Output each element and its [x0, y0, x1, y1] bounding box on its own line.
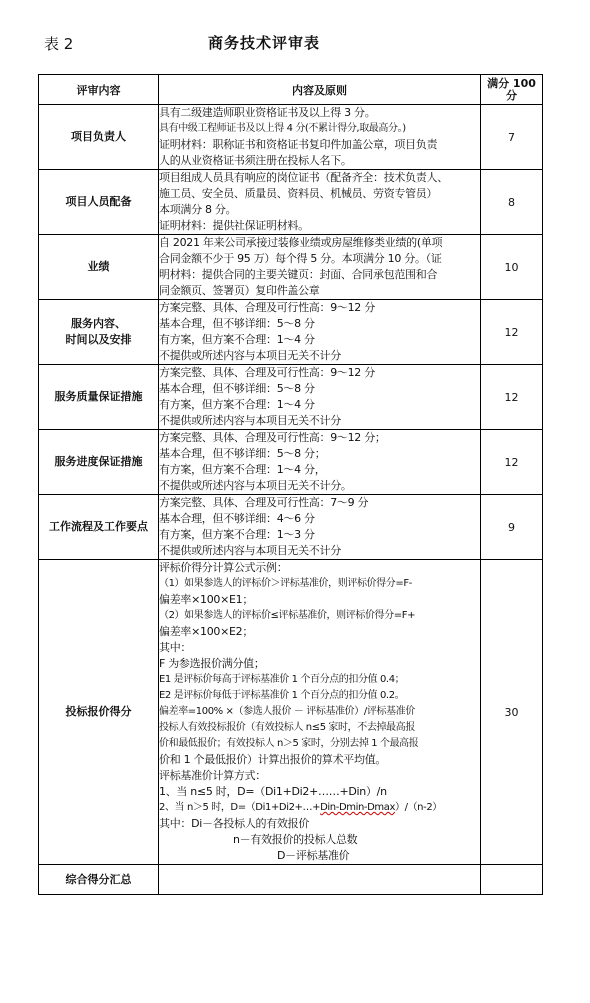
content-line: 自 2021 年来公司承接过装修业绩或房屋维修类业绩的(单项	[159, 236, 443, 249]
content-line: 基本合理，但不够详细：5～8 分；	[159, 447, 326, 460]
table-row-staffing	[39, 170, 543, 235]
header-points-line1: 满分 100	[487, 76, 536, 90]
formula-line	[159, 800, 480, 816]
category-cell: 项目负责人	[39, 105, 159, 170]
content-line: 价和最低报价；有效投标人 n＞5 家时，分别去掉 1 个最高报	[159, 738, 419, 749]
content-line: 施工员、安全员、质量员、资料员、机械员、劳资专管员）	[159, 187, 438, 200]
content-line: 不提供或所述内容与本项目无关不计分。	[159, 479, 352, 492]
content-line: E1 是评标价每高于评标基准价 1 个百分点的扣分值 0.4；	[159, 674, 405, 685]
points-cell: 7	[481, 105, 543, 170]
content-cell	[159, 560, 481, 865]
content-line: 证明材料：职称证书和资格证书复印件加盖公章，项目负责	[159, 138, 438, 151]
table-label: 表 2	[44, 35, 74, 53]
content-cell	[159, 495, 481, 560]
content-line: 评标价得分计算公式示例：	[159, 561, 288, 574]
content-cell	[159, 430, 481, 495]
content-cell	[159, 235, 481, 300]
content-line: 偏差率×100×E2；	[159, 625, 254, 638]
category-cell: 服务质量保证措施	[39, 365, 159, 430]
content-line: 人的从业资格证书须注册在投标人名下。	[159, 154, 352, 167]
points-cell: 9	[481, 495, 543, 560]
header-row	[39, 75, 543, 105]
content-line: 明材料：提供合同的主要关键页：封面、合同承包范围和合	[159, 268, 438, 281]
table-row-performance	[39, 235, 543, 300]
content-line: 其中：Di－各投标人的有效报价	[159, 817, 310, 830]
content-line: 不提供或所述内容与本项目无关不计分	[159, 414, 341, 427]
content-line: （2）如果参选人的评标价≤评标基准价，则评标价得分=F+	[159, 610, 416, 621]
points-cell: 8	[481, 170, 543, 235]
content-cell	[159, 365, 481, 430]
content-cell	[159, 105, 481, 170]
points-cell: 12	[481, 365, 543, 430]
content-line: 偏差率×100×E1；	[159, 593, 254, 606]
content-line: 有方案，但方案不合理：1～4 分，	[159, 463, 326, 476]
content-line: 方案完整、具体、合理及可行性高：9～12 分	[159, 366, 375, 379]
content-line: 具有二级建造师职业资格证书及以上得 3 分。	[159, 106, 376, 119]
points-cell	[481, 865, 543, 895]
points-cell: 12	[481, 430, 543, 495]
table-row-bid-price	[39, 560, 543, 865]
content-line: 基本合理，但不够详细：5～8 分	[159, 382, 315, 395]
header-details: 内容及原则	[159, 75, 481, 105]
content-cell	[159, 300, 481, 365]
points-cell: 12	[481, 300, 543, 365]
content-line: 价和 1 个最低报价）计算出报价的算术平均值。	[159, 753, 387, 766]
content-line: 不提供或所述内容与本项目无关不计分	[159, 349, 341, 362]
content-cell	[159, 170, 481, 235]
content-line: 其中：	[159, 641, 192, 654]
category-cell	[39, 300, 159, 365]
category-cell: 项目人员配备	[39, 170, 159, 235]
table-row-project-manager	[39, 105, 543, 170]
content-line: 不提供或所述内容与本项目无关不计分	[159, 544, 341, 557]
content-line: 基本合理，但不够详细：5～8 分	[159, 317, 315, 330]
category-cell: 业绩	[39, 235, 159, 300]
points-cell: 30	[481, 560, 543, 865]
category-cell: 服务进度保证措施	[39, 430, 159, 495]
content-line: F 为参选报价满分值；	[159, 657, 265, 670]
content-line: 有方案，但方案不合理：1～4 分	[159, 333, 315, 346]
points-cell: 10	[481, 235, 543, 300]
table-row-quality-assurance	[39, 365, 543, 430]
category-line: 时间以及安排	[65, 333, 132, 346]
content-line: n－有效报价的投标人总数	[233, 833, 358, 846]
content-line: 评标基准价计算方式：	[159, 769, 266, 782]
content-line: D－评标基准价	[277, 849, 350, 862]
content-cell	[159, 865, 481, 895]
content-line: 具有中级工程师证书及以上得 4 分(不累计得分,取最高分。)	[159, 123, 406, 134]
content-line: 有方案，但方案不合理：1～3 分	[159, 528, 315, 541]
table-row-workflow	[39, 495, 543, 560]
content-line: 方案完整、具体、合理及可行性高：9～12 分	[159, 301, 375, 314]
table-row-service-content	[39, 300, 543, 365]
formula-part: 2、当 n＞5 时，D=（Di1+Di2+…+	[159, 802, 321, 813]
document-title: 商务技术评审表	[208, 34, 321, 52]
content-line: 有方案，但方案不合理：1～4 分	[159, 398, 315, 411]
spellcheck-underlined-text: Din-Dmin-Dmax	[320, 802, 396, 813]
table-row-total	[39, 865, 543, 895]
content-line: 投标人有效投标报价（有效投标人 n≤5 家时，不去掉最高报	[159, 722, 415, 733]
content-line: 方案完整、具体、合理及可行性高：9～12 分；	[159, 431, 386, 444]
content-line: 证明材料：提供社保证明材料。	[159, 219, 309, 232]
category-cell: 综合得分汇总	[39, 865, 159, 895]
content-line: 合同金额不少于 95 万）每个得 5 分。本项满分 10 分。（证	[159, 252, 442, 265]
category-line: 服务内容、	[71, 317, 126, 330]
category-cell: 投标报价得分	[39, 560, 159, 865]
category-cell: 工作流程及工作要点	[39, 495, 159, 560]
content-line: 同金额页、签署页）复印件盖公章	[159, 284, 320, 297]
header-points	[481, 75, 543, 105]
header-points-line2: 分	[506, 88, 517, 102]
formula-part: ）/（n-2）	[395, 802, 442, 813]
content-line: 基本合理，但不够详细：4～6 分	[159, 512, 315, 525]
content-line: E2 是评标价每低于评标基准价 1 个百分点的扣分值 0.2。	[159, 690, 405, 701]
content-line: 项目组成人员具有响应的岗位证书（配备齐全：技术负责人、	[159, 171, 448, 184]
header-criteria: 评审内容	[39, 75, 159, 105]
evaluation-table	[38, 74, 543, 895]
content-line: 方案完整、具体、合理及可行性高：7～9 分	[159, 496, 369, 509]
content-line: 1、当 n≤5 时，D=（Di1+Di2+……+Din）/n	[159, 785, 387, 798]
content-line: 本项满分 8 分。	[159, 203, 237, 216]
content-line: 偏差率=100% ×（参选人报价 － 评标基准价）/评标基准价	[159, 706, 415, 717]
content-line: （1）如果参选人的评标价＞评标基准价，则评标价得分=F-	[159, 578, 412, 589]
table-row-schedule-assurance	[39, 430, 543, 495]
